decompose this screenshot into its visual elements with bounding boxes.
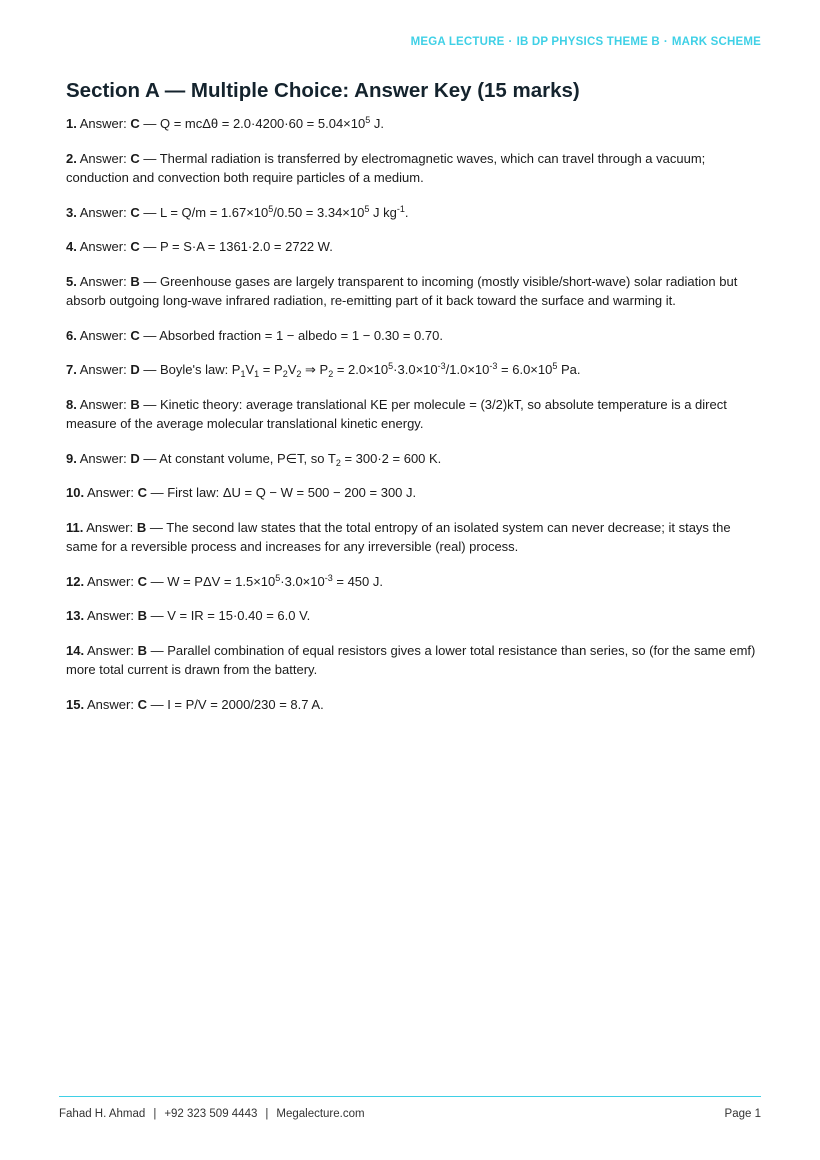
answer-prefix: Answer: (86, 642, 134, 658)
answer-prefix: Answer: (79, 239, 127, 254)
answer-letter: B (130, 273, 140, 289)
answer-letter: C (137, 573, 147, 589)
answer-explanation: Kinetic theory: average translational KE per molecule = (3/2)kT, so absolute temperature is a direct measure of the average molecular translational kinetic energy. (66, 396, 727, 431)
answer-prefix: Answer: (86, 519, 134, 535)
answer-number: 8. (66, 396, 77, 412)
answer-prefix: Answer: (79, 362, 127, 377)
answer-letter: C (130, 327, 140, 343)
answer-explanation: First law: ΔU = Q − W = 500 − 200 = 300 J. (167, 485, 417, 500)
answer-prefix: Answer: (86, 608, 134, 623)
answer-prefix: Answer: (79, 116, 127, 131)
answer-explanation: At constant volume, P∈T, so $T_2 = 300\cdot 2 = 600$ K. (159, 450, 442, 468)
answer-letter: C (130, 150, 140, 166)
answer-item: 7. Answer: D — Boyle's law: $P_1V_1 = P_2V_2$ ⇒ $P_2 = 2.0\times 10^5\cdot 3.0\times 10^{-3}/1.0\times 10^{-3} = 6.0\times 10^5$ Pa. (66, 361, 581, 379)
answer-item: 11. Answer: B — The second law states that the total entropy of an isolated system can never decrease; it stays the same for a reversible process and increases for any irreversible (real) process. (66, 519, 731, 554)
answer-item: 10. Answer: C — First law: ΔU = Q − W = 500 − 200 = 300 J. (66, 485, 417, 500)
answer-explanation: I = P/V = 2000/230 = 8.7 A. (167, 696, 324, 712)
answer-explanation: $W = P\Delta V = 1.5\times 10^5\cdot 3.0\times 10^{-3} = 450$ J. (167, 572, 383, 589)
answer-explanation: V = IR = 15·0.40 = 6.0 V. (167, 608, 311, 623)
answer-prefix: Answer: (79, 396, 127, 412)
answer-letter: C (137, 485, 147, 500)
answer-number: 15. (66, 696, 85, 712)
answer-explanation: Greenhouse gases are largely transparent to incoming (mostly visible/short-wave) solar radiation but absorb outgoing long-wave infrared radiation, re-emitting part of it back toward the surface and warming it. (66, 273, 738, 308)
footer-website: Megalecture.com (276, 1108, 365, 1120)
header-doc-type: MARK SCHEME (671, 36, 761, 48)
footer-phone: +92 323 509 4443 (164, 1108, 258, 1120)
answer-number: 10. (66, 485, 85, 500)
answer-explanation: Absorbed fraction = 1 − albedo = 1 − 0.30 = 0.70. (159, 327, 443, 343)
answer-number: 9. (66, 450, 77, 466)
answer-letter: B (136, 519, 147, 535)
answer-number: 14. (66, 642, 85, 658)
answer-explanation: $L = Q/m = 1.67\times 10^5/0.50 = 3.34\times 10^5$ J $kg^{-1}$. (159, 203, 409, 220)
answer-number: 4. (66, 239, 77, 254)
answer-explanation: Parallel combination of equal resistors gives a lower total resistance than series, so (for the same emf) more total current is drawn from the battery. (66, 642, 756, 677)
answer-item: 13. Answer: B — V = IR = 15·0.40 = 6.0 V. (66, 608, 311, 623)
answer-explanation: The second law states that the total entropy of an isolated system can never decrease; it stays the same for a reversible process and increases for any irreversible (real) process. (66, 519, 731, 554)
answer-letter: B (137, 608, 147, 623)
answer-letter: C (130, 204, 140, 220)
answer-number: 3. (66, 204, 77, 220)
answer-letter: B (130, 396, 140, 412)
answer-explanation: P = S·A = 1361·2.0 = 2722 W. (159, 239, 333, 254)
answer-letter: C (130, 116, 140, 131)
answer-explanation: Boyle's law: $P_1V_1 = P_2V_2$ ⇒ $P_2 = 2.0\times 10^5\cdot 3.0\times 10^{-3}/1.0\times 10^{-3} = 6.0\times 10^5$ Pa. (159, 361, 581, 379)
answer-item: 3. Answer: C — $L = Q/m = 1.67\times 10^5/0.50 = 3.34\times 10^5$ J $kg^{-1}$. (66, 203, 409, 220)
answer-explanation: $Q = mc\Delta\theta = 2.0\cdot 4200\cdot 60 = 5.04\times 10^5$ J. (159, 115, 384, 131)
answer-item: 2. Answer: C — Thermal radiation is transferred by electromagnetic waves, which can travel through a vacuum; conduction and convection both require particles of a medium. (66, 150, 706, 185)
answer-number: 2. (66, 150, 77, 166)
answer-letter: B (137, 642, 147, 658)
header-course: IB DP PHYSICS THEME B (516, 36, 660, 48)
answer-prefix: Answer: (79, 327, 127, 343)
answer-list (66, 114, 762, 729)
page-number: Page 1 (724, 1108, 761, 1120)
header-separator: · (508, 36, 513, 48)
footer-separator: | (153, 1108, 157, 1120)
answer-letter: D (130, 362, 140, 377)
answer-number: 11. (66, 519, 84, 535)
answer-item: 12. Answer: C — $W = P\Delta V = 1.5\times 10^5\cdot 3.0\times 10^{-3} = 450$ J. (66, 572, 383, 589)
answer-prefix: Answer: (86, 696, 134, 712)
answer-item: 9. Answer: D — At constant volume, P∈T, so $T_2 = 300\cdot 2 = 600$ K. (66, 450, 442, 468)
answer-number: 6. (66, 327, 77, 343)
answer-prefix: Answer: (79, 273, 127, 289)
header-brand: MEGA LECTURE (410, 36, 505, 48)
footer-divider (59, 1096, 761, 1097)
answer-number: 13. (66, 608, 85, 623)
answer-number: 7. (66, 362, 77, 377)
answer-prefix: Answer: (86, 573, 134, 589)
answer-prefix: Answer: (86, 485, 134, 500)
answer-prefix: Answer: (79, 450, 127, 466)
header-separator: · (663, 36, 668, 48)
answer-item: 14. Answer: B — Parallel combination of equal resistors gives a lower total resistance than series, so (for the same emf) more total current is drawn from the battery. (66, 642, 756, 677)
answer-item: 15. Answer: C — I = P/V = 2000/230 = 8.7 A. (66, 696, 324, 712)
answer-item: 8. Answer: B — Kinetic theory: average translational KE per molecule = (3/2)kT, so absolute temperature is a direct measure of the average molecular translational kinetic energy. (66, 396, 727, 431)
answer-prefix: Answer: (79, 150, 127, 166)
answer-prefix: Answer: (79, 204, 127, 220)
answer-item: 6. Answer: C — Absorbed fraction = 1 − albedo = 1 − 0.30 = 0.70. (66, 327, 443, 343)
answer-letter: C (137, 696, 147, 712)
footer-separator: | (265, 1108, 269, 1120)
answer-item: 1. Answer: C — $Q = mc\Delta\theta = 2.0\cdot 4200\cdot 60 = 5.04\times 10^5$ J. (66, 115, 384, 131)
answer-item: 4. Answer: C — P = S·A = 1361·2.0 = 2722 W. (66, 239, 333, 254)
answer-number: 1. (66, 116, 77, 131)
answer-letter: D (130, 450, 140, 466)
answer-letter: C (130, 239, 140, 254)
footer-author: Fahad H. Ahmad (59, 1108, 146, 1120)
answer-item: 5. Answer: B — Greenhouse gases are largely transparent to incoming (mostly visible/short-wave) solar radiation but absorb outgoing long-wave infrared radiation, re-emitting part of it back toward the surface and warming it. (66, 273, 738, 308)
footer-contact (59, 1108, 365, 1120)
answer-number: 5. (66, 273, 77, 289)
answer-explanation: Thermal radiation is transferred by electromagnetic waves, which can travel through a vacuum; conduction and convection both require particles of a medium. (66, 150, 706, 185)
answer-number: 12. (66, 573, 85, 589)
section-title: Section A — Multiple Choice: Answer Key (15 marks) (66, 79, 580, 102)
running-header (411, 36, 761, 48)
